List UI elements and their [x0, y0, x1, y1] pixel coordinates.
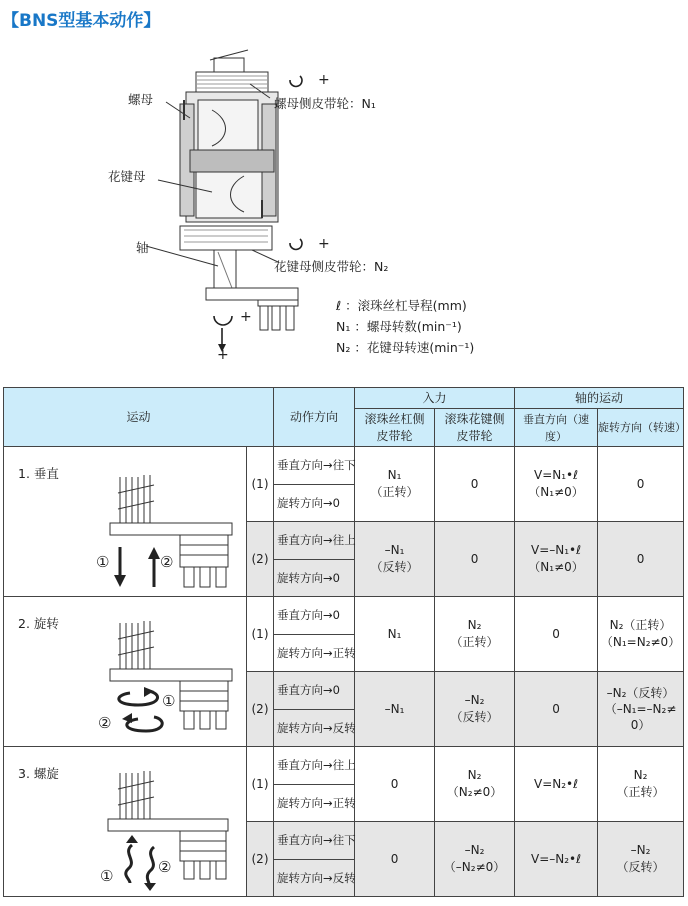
marker-two: ② [98, 714, 112, 732]
shaft-label: 轴 [136, 240, 149, 255]
input-ball-screw: N₁ [355, 597, 435, 672]
direction-vertical: 垂直方向→0 [274, 597, 355, 635]
direction-rotation: 旋转方向→0 [274, 485, 355, 522]
header-input: 入力 [355, 388, 515, 409]
output-rotation: 0 [598, 522, 684, 597]
marker-one: ① [100, 867, 114, 885]
vertical-motion-icon [4, 447, 244, 597]
output-vertical: V=N₂•ℓ [515, 747, 598, 822]
output-vertical: V=N₁•ℓ （N₁≠0） [515, 447, 598, 522]
marker-two: ② [158, 858, 172, 876]
motion-title: 2. 旋转 [18, 616, 59, 631]
marker-one: ① [96, 553, 110, 571]
input-spline: –N₂ （–N₂≠0） [435, 822, 515, 897]
row-number: (1) [247, 747, 274, 822]
header-ball-screw-pulley: 滚珠丝杠侧皮带轮 [355, 409, 435, 447]
output-rotation: –N₂ （反转） [598, 822, 684, 897]
output-rotation: –N₂（反转） （–N₁=–N₂≠ 0） [598, 672, 684, 747]
output-rotation: N₂ （正转） [598, 747, 684, 822]
motion-vertical-cell [4, 447, 247, 597]
input-spline: 0 [435, 522, 515, 597]
row-number: (1) [247, 447, 274, 522]
input-spline: N₂ （N₂≠0） [435, 747, 515, 822]
output-vertical: 0 [515, 672, 598, 747]
output-vertical: 0 [515, 597, 598, 672]
direction-vertical: 垂直方向→往下 [274, 822, 355, 860]
plus-sign: + [318, 236, 330, 252]
motion-spiral-cell [4, 747, 247, 897]
direction-rotation: 旋转方向→0 [274, 560, 355, 597]
direction-rotation: 旋转方向→反转 [274, 710, 355, 747]
header-motion: 运动 [4, 388, 274, 447]
legend-n1: N₁ ：螺母转数(min⁻¹) [336, 319, 462, 334]
row-number: (2) [247, 672, 274, 747]
header-spline-pulley: 滚珠花键侧皮带轮 [435, 409, 515, 447]
spiral-motion-icon [4, 747, 244, 897]
plus-sign: + [217, 347, 229, 363]
row-number: (2) [247, 522, 274, 597]
nut-label: 螺母 [128, 92, 154, 107]
direction-vertical: 垂直方向→往上 [274, 747, 355, 785]
motion-title: 1. 垂直 [18, 466, 59, 481]
marker-one: ① [162, 692, 176, 710]
basic-motion-table [3, 387, 687, 897]
input-ball-screw: 0 [355, 822, 435, 897]
legend-lead: ℓ ：滚珠丝杠导程(mm) [336, 298, 467, 313]
input-spline: –N₂ （反转） [435, 672, 515, 747]
header-vertical-speed: 垂直方向（速度） [515, 409, 598, 447]
output-rotation: 0 [598, 447, 684, 522]
rotation-arrow-icon [290, 76, 302, 86]
header-rotation-speed: 旋转方向（转速） [598, 409, 684, 447]
input-ball-screw: –N₁ [355, 672, 435, 747]
nut-pulley-label: 螺母侧皮带轮：N₁ [274, 96, 376, 111]
spline-nut-label: 花键母 [108, 169, 146, 184]
legend-n2: N₂ ：花键母转速(min⁻¹) [336, 340, 475, 355]
motion-title: 3. 螺旋 [18, 766, 59, 781]
plus-sign: + [240, 309, 252, 325]
direction-vertical: 垂直方向→0 [274, 672, 355, 710]
rotation-motion-icon [4, 597, 244, 747]
direction-vertical: 垂直方向→往下 [274, 447, 355, 485]
input-ball-screw: –N₁ （反转） [355, 522, 435, 597]
header-shaft-motion: 轴的运动 [515, 388, 684, 409]
output-vertical: V=–N₁•ℓ （N₁≠0） [515, 522, 598, 597]
spline-pulley-label: 花键母侧皮带轮：N₂ [274, 259, 389, 274]
input-spline: N₂ （正转） [435, 597, 515, 672]
direction-rotation: 旋转方向→反转 [274, 860, 355, 897]
input-ball-screw: N₁ （正转） [355, 447, 435, 522]
output-rotation: N₂（正转） （N₁=N₂≠0） [598, 597, 684, 672]
output-vertical: V=–N₂•ℓ [515, 822, 598, 897]
marker-two: ② [160, 553, 174, 571]
input-ball-screw: 0 [355, 747, 435, 822]
plus-sign: + [318, 72, 330, 88]
direction-rotation: 旋转方向→正转 [274, 635, 355, 672]
page-title: 【BNS型基本动作】 [2, 11, 161, 31]
motion-rotation-cell [4, 597, 247, 747]
row-number: (1) [247, 597, 274, 672]
row-number: (2) [247, 822, 274, 897]
direction-vertical: 垂直方向→往上 [274, 522, 355, 560]
input-spline: 0 [435, 447, 515, 522]
header-action-direction: 动作方向 [274, 388, 355, 447]
direction-rotation: 旋转方向→正转 [274, 785, 355, 822]
